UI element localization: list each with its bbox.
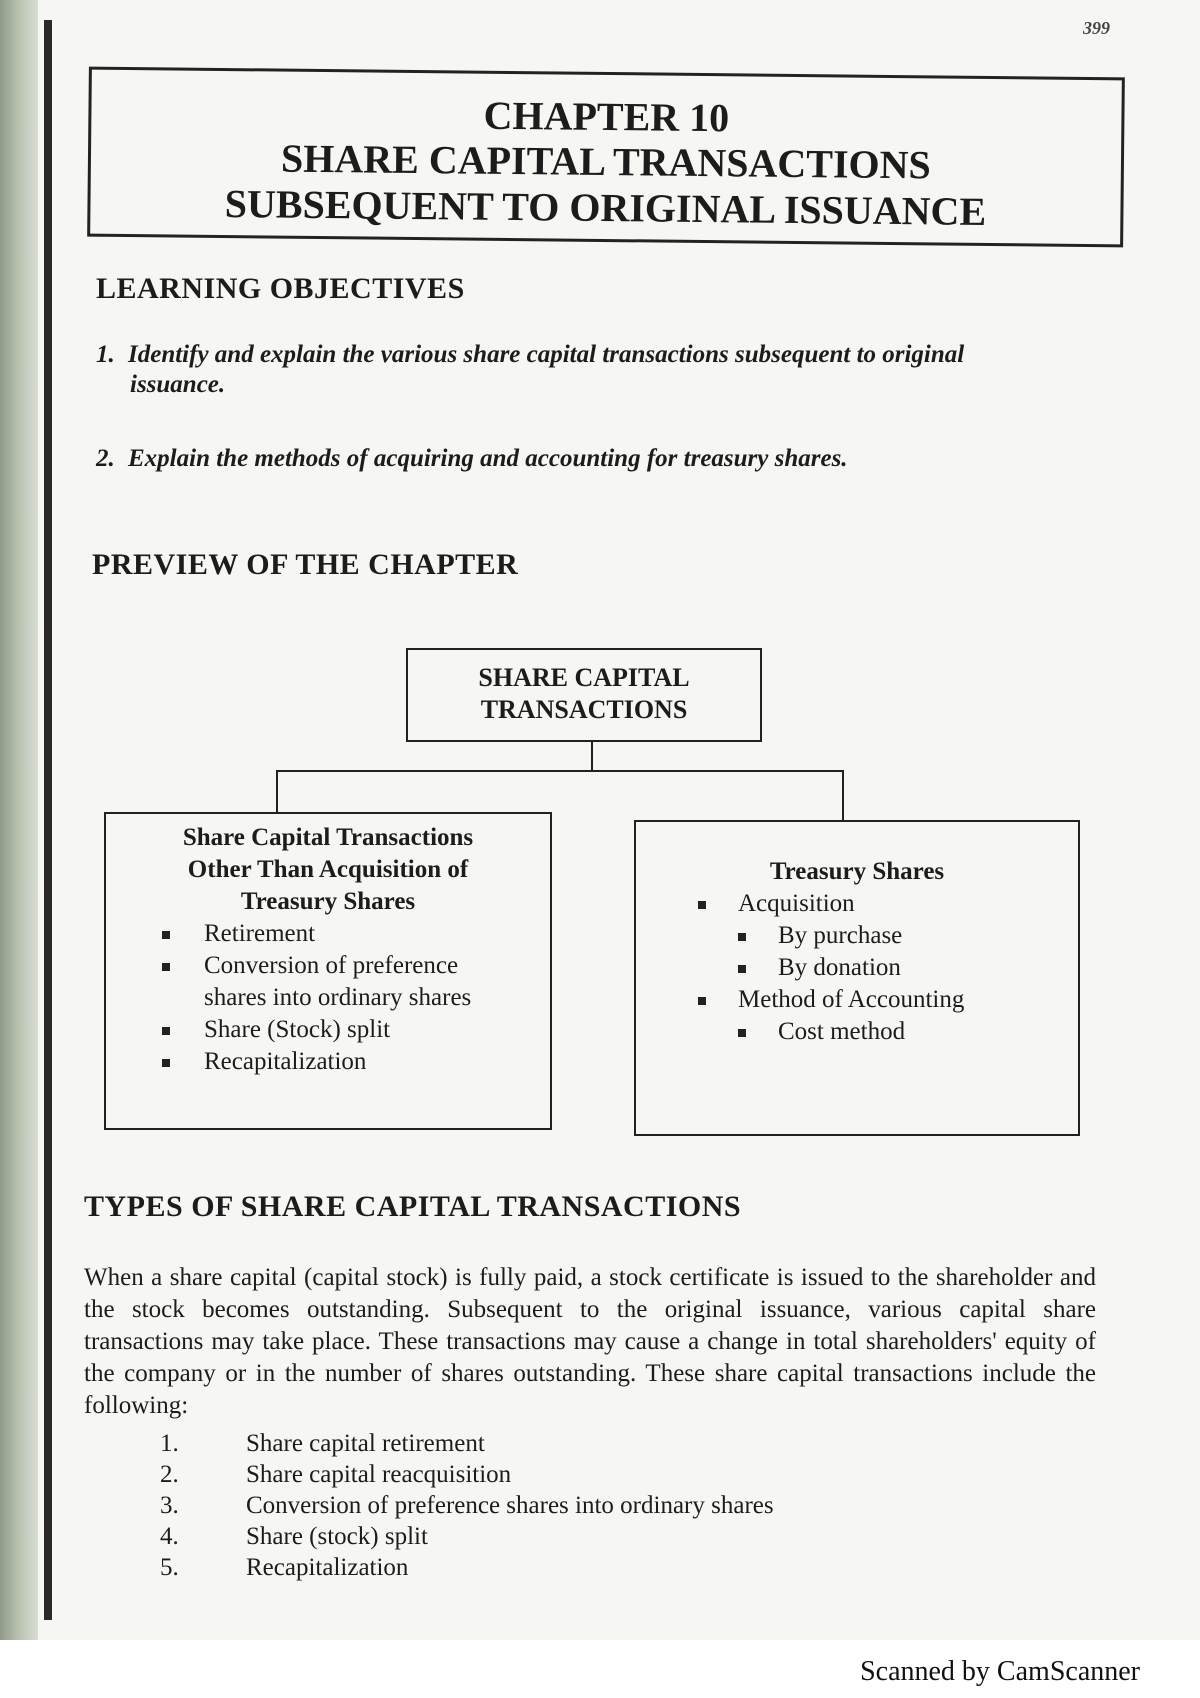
list-subitem: By donation [636,952,1078,984]
list-item: Recapitalization [106,1046,550,1078]
left-box-list [106,918,550,1078]
list-number: 4. [160,1523,179,1550]
list-text: Share capital retirement [246,1430,485,1457]
list-number: 5. [160,1554,179,1581]
types-list [160,1428,774,1583]
diagram-left-box [104,812,552,1130]
left-box-title-line1: Share Capital Transactions [182,824,474,851]
list-text: Share capital reacquisition [246,1461,512,1488]
diagram-root-box [406,648,762,742]
chapter-title-box [87,67,1125,248]
list-item [160,1428,774,1459]
scanner-watermark: Scanned by CamScanner [860,1656,1140,1687]
chapter-label: CHAPTER 10 [483,92,730,141]
book-spine-shadow [0,0,38,1640]
types-paragraph: When a share capital (capital stock) is fully paid, a stock certificate is issued to the shareholder and the stock becomes outstanding. Subsequent to the original issuance, various capital share transactions may take place. These transactions may cause a change in total shareholders' equity of the company or in the number of shares outstanding. These share capital transactions include the following: [84,1264,1096,1419]
left-box-title-line3: Treasury Shares [240,888,416,915]
list-text: Conversion of preference shares into ordinary shares [246,1492,774,1519]
list-item [160,1459,774,1490]
list-item: Conversion of preference shares into ordinary shares [106,950,514,1014]
list-item: Retirement [106,918,550,950]
list-item: Share (Stock) split [106,1014,550,1046]
connector-left-drop [276,770,278,812]
root-label-line2: TRANSACTIONS [480,695,688,724]
root-label-line1: SHARE CAPITAL [478,663,690,692]
page-gutter-edge [44,20,52,1620]
objective-text: Identify and explain the various share capital transactions subsequent to original [128,341,965,368]
objective-number: 1. [96,341,115,368]
chapter-title-line1: SHARE CAPITAL TRANSACTIONS [280,135,932,188]
objective-item [96,340,1096,400]
connector-right-drop [842,770,844,820]
preview-heading: PREVIEW OF THE CHAPTER [92,548,519,581]
list-item [160,1552,774,1583]
page-number: 399 [1083,18,1110,38]
connector-horizontal [276,770,844,772]
right-box-title: Treasury Shares [769,858,945,885]
list-text: Share (stock) split [246,1523,428,1550]
diagram-right-box [634,820,1080,1136]
list-item [160,1521,774,1552]
chapter-title-line2: SUBSEQUENT TO ORIGINAL ISSUANCE [224,181,987,234]
left-box-title-line2: Other Than Acquisition of [187,856,469,883]
list-subitem: By purchase [636,920,1078,952]
learning-objectives-heading: LEARNING OBJECTIVES [96,272,465,305]
list-item [160,1490,774,1521]
list-subitem: Cost method [636,1016,1078,1048]
right-box-list [636,888,1078,1048]
types-heading: TYPES OF SHARE CAPITAL TRANSACTIONS [84,1190,742,1223]
objective-item [96,444,1096,474]
list-number: 1. [160,1430,179,1457]
objective-text-continued: issuance. [130,371,226,398]
list-item: Method of Accounting [636,984,1078,1016]
list-text: Recapitalization [246,1554,409,1581]
connector-vertical [591,742,593,772]
objective-text: Explain the methods of acquiring and accounting for treasury shares. [128,445,848,472]
objective-number: 2. [96,445,115,472]
list-item: Acquisition [636,888,1078,920]
list-number: 2. [160,1461,179,1488]
list-number: 3. [160,1492,179,1519]
